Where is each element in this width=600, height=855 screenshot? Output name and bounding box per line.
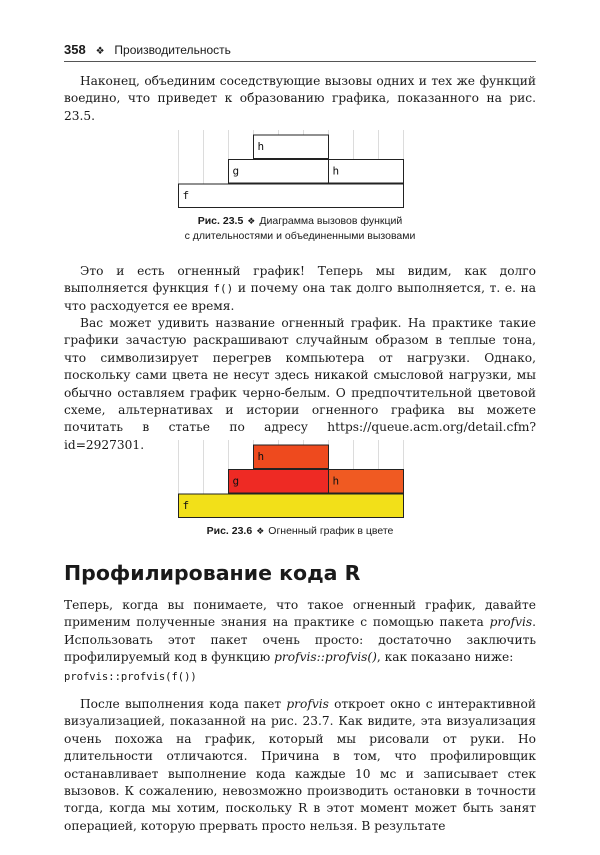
package-name-profvis: profvis bbox=[489, 615, 533, 630]
figure-23-6-caption bbox=[64, 524, 536, 539]
paragraph-2-text-a: Это и есть огненный график! Теперь мы видим, как долго выполняется функция bbox=[64, 264, 536, 296]
fig-23-5-block-h bbox=[329, 160, 404, 184]
figure-23-6-label: Рис. 23.6 bbox=[206, 525, 253, 537]
figure-23-5-label: Рис. 23.5 bbox=[197, 215, 244, 227]
running-header-section: Производительность bbox=[114, 43, 231, 57]
fig-23-6-block-f bbox=[179, 494, 404, 518]
figure-23-5-caption-line1: Диаграмма вызовов функций bbox=[259, 215, 403, 227]
diamond-separator-icon: ❖ bbox=[247, 216, 256, 226]
figure-23-5-blocks bbox=[179, 135, 404, 208]
paragraph-4 bbox=[64, 597, 536, 667]
inline-code-f: f() bbox=[213, 282, 234, 296]
fig-23-5-block-h bbox=[254, 135, 329, 159]
paragraph-5-text-a: После выполнения кода пакет bbox=[80, 697, 287, 711]
paragraph-2-text-b: и почему она так долго выполняется, т. е. на что расходуется ее время. bbox=[64, 281, 536, 313]
paragraph-1: Наконец, объединим соседствующие вызовы одних и тех же функций воедино, что приведет к образованию графика, показанного на рис. 23.5. bbox=[64, 74, 536, 123]
figure-23-5-diagram bbox=[178, 130, 404, 210]
section-title: Профилирование кода R bbox=[64, 561, 361, 585]
package-name-profvis: profvis bbox=[286, 697, 329, 711]
fig-23-6-label-h: h bbox=[257, 450, 265, 463]
figure-23-6-caption-text: Огненный график в цвете bbox=[268, 525, 394, 537]
diamond-separator-icon: ❖ bbox=[95, 46, 105, 57]
fig-23-6-label-f: f bbox=[182, 499, 190, 512]
figure-23-5-caption bbox=[64, 214, 536, 244]
paragraph-5 bbox=[64, 696, 536, 835]
code-block: profvis::profvis(f()) bbox=[64, 671, 197, 683]
function-name-profvis: profvis::profvis() bbox=[274, 650, 377, 665]
paragraph-5-text-b: откроет окно с интерактивной визуализацией, показанной на рис. 23.7. Как видите, эта визуализация очень похожа на график, который мы рисовали от руки. Но длительности отличаются. Причина в том, что профилировщик останавливает выполнение кода каждые 10 мс и записывает стек вызовов. К сожалению, невозможно производить остановки в точности тогда, когда мы хотим, поскольку R в этот момент может быть занят операцией, которую прервать просто нельзя. В результате bbox=[64, 697, 536, 833]
paragraph-2 bbox=[64, 263, 536, 315]
fig-23-5-label-h: h bbox=[332, 164, 340, 178]
fig-23-5-block-g bbox=[229, 160, 329, 184]
fig-23-5-label-h: h bbox=[257, 140, 265, 153]
paragraph-4-text-c: , как показано ниже: bbox=[376, 650, 514, 665]
fig-23-6-label-g: g bbox=[232, 474, 240, 488]
fig-23-5-label-f: f bbox=[182, 189, 190, 202]
fig-23-6-block-h bbox=[329, 470, 404, 494]
diamond-separator-icon: ❖ bbox=[256, 526, 265, 536]
fig-23-6-block-h bbox=[254, 445, 329, 469]
paragraph-4-text-a: Теперь, когда вы понимаете, что такое огненный график, давайте применим полученные знания на практике с помощью пакета bbox=[64, 598, 536, 630]
fig-23-6-block-g bbox=[229, 470, 329, 494]
fig-23-5-label-g: g bbox=[232, 164, 240, 178]
header-rule bbox=[64, 61, 536, 62]
figure-23-6-blocks bbox=[179, 445, 404, 518]
fig-23-5-block-f bbox=[179, 184, 404, 208]
figure-23-6-flame-graph bbox=[178, 440, 404, 520]
page-number: 358 bbox=[64, 42, 86, 57]
running-header bbox=[64, 41, 536, 61]
paragraph-3: Вас может удивить название огненный график. На практике такие графики зачастую раскрашивают случайным образом в теплые тона, что символизирует перегрев компьютера от нагрузки. Однако, поскольку сами цвета не несут здесь никакой смысловой нагрузки, мы обычно оставляем график черно-белым. О предпочтительной цветовой схеме, альтернативах и истории огненного графика вы можете почитать в статье по адресу https://queue.acm.org/detail.cfm?id=2927301. bbox=[64, 316, 536, 452]
figure-23-5-caption-line2: с длительностями и объединенными вызовами bbox=[184, 230, 416, 242]
fig-23-6-label-h: h bbox=[332, 474, 340, 488]
paragraph-4-text-b: . Использовать этот пакет очень просто: достаточно заключить профилируемый код в функцию bbox=[64, 615, 536, 665]
